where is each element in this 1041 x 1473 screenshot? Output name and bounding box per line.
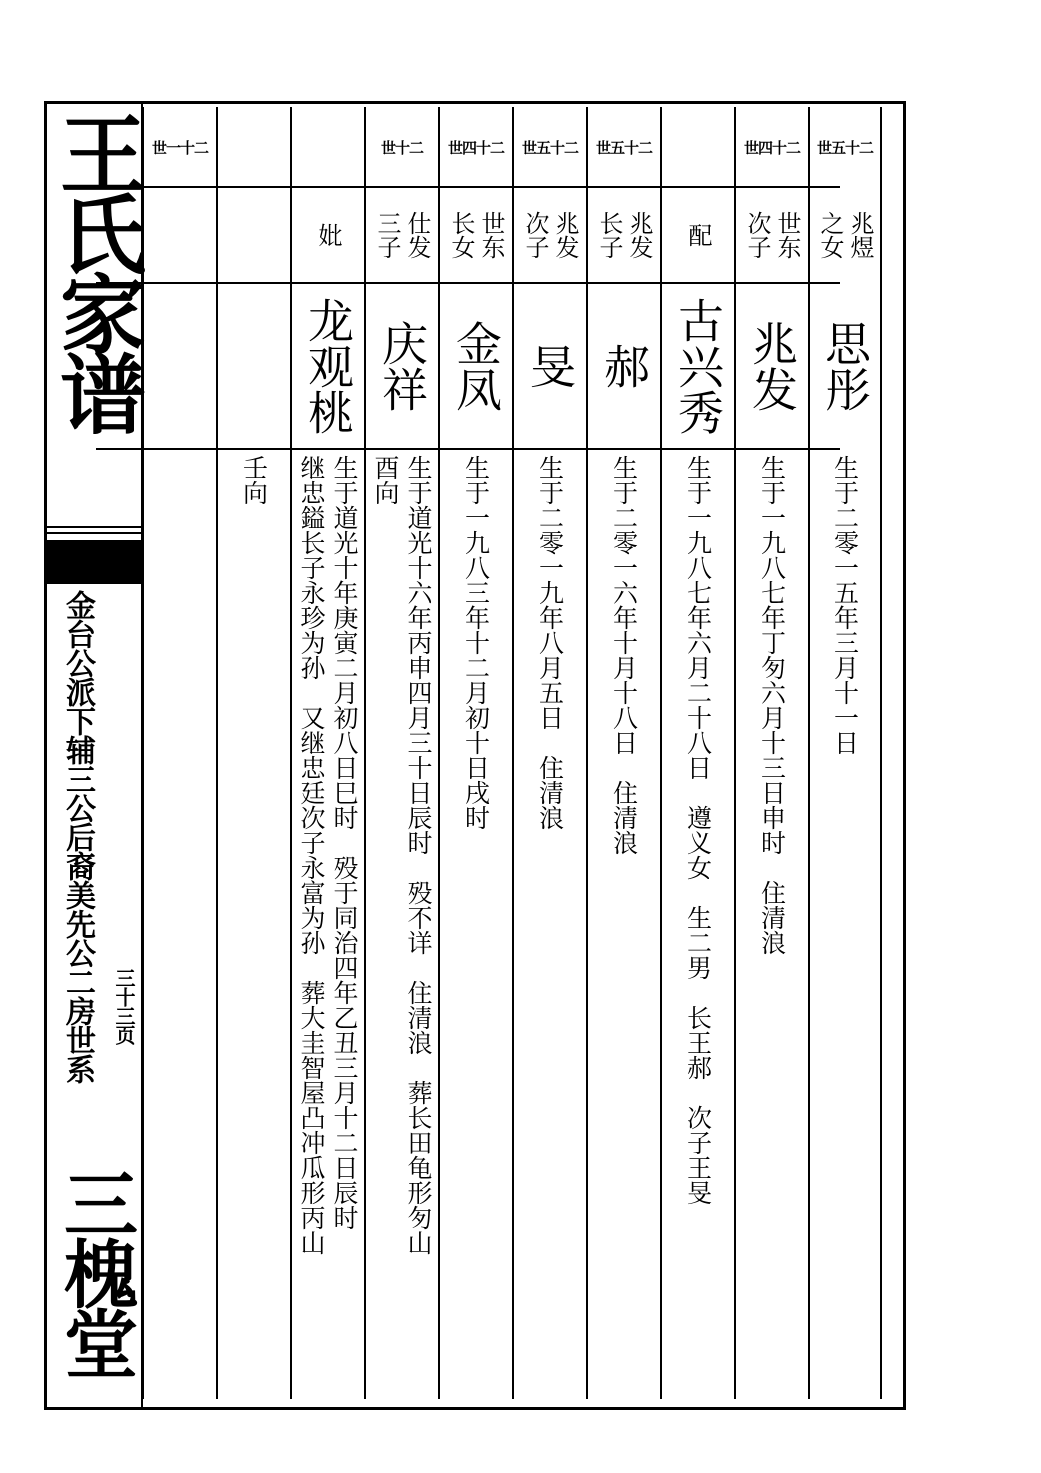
name-cell [366,283,438,449]
lineage-column [216,107,290,1399]
biography-text: 生于二零一五年三月十一日 [830,455,860,755]
biography-text: 生于道光十年庚寅二月初八日巳时 殁于同治四年乙丑三月十二日辰时 继忠鎰长子永珍为孙 又继忠廷次子永富为孙 葬大圭智屋凸冲瓜形丙山 [297,455,359,1255]
hall-name: 三槐堂 [52,1166,138,1376]
lineage-column [808,107,882,1399]
person-name: 旻 [523,343,577,389]
biography-text: 生于一九八三年十二月初十日戌时 [461,455,491,830]
name-cell [292,283,364,449]
generation-label: 世四十二 [447,138,504,157]
lineage-column [660,107,734,1399]
relation-cell [440,187,512,283]
person-name: 金凤 [449,320,503,412]
biography-text: 生于道光十六年丙申四月三十日辰时 殁不详 住清浪 葬长田龟形匇山 酉向 [371,455,433,1255]
biography-cell [810,455,880,1395]
person-name: 古兴秀 [671,297,725,435]
lineage-grid [142,107,884,1399]
relation-cell [366,187,438,283]
lineage-column [438,107,512,1399]
relation-text: 世东 次子 [743,211,801,259]
relation-cell [736,187,808,283]
relation-cell [514,187,586,283]
biography-cell [440,455,512,1395]
fish-tail-notch [67,540,123,580]
relation-text: 兆煜 之女 [816,211,874,259]
generation-label [292,107,364,187]
relation-cell [292,187,364,283]
person-name: 郝 [597,343,651,389]
name-cell [588,283,660,449]
biography-cell [218,455,290,1395]
biography-cell [514,455,586,1395]
biography-cell [736,455,808,1395]
name-cell [736,283,808,449]
biography-text: 生于二零一九年八月五日 住清浪 [535,455,565,830]
name-cell [440,283,512,449]
relation-cell [218,187,290,283]
biography-cell [144,455,216,1395]
biography-text: 生于一九八七年六月二十八日 遵义女 生二男 长王郝 次子王旻 [683,455,713,1205]
book-title: 王氏家谱 [45,110,146,430]
biography-cell [292,455,364,1395]
name-cell [218,283,290,449]
lineage-column [734,107,808,1399]
generation-label: 世四十二 [743,138,800,157]
generation-label: 世五十二 [521,138,578,157]
person-name: 龙观桃 [301,297,355,435]
biography-cell [662,455,734,1395]
relation-text: 兆发 次子 [521,211,579,259]
relation-cell [588,187,660,283]
person-name: 思彤 [818,320,872,412]
relation-text: 配 [684,223,712,247]
page-spine [45,104,146,1407]
lineage-column [512,107,586,1399]
name-cell [144,283,216,449]
generation-label: 世五十二 [595,138,652,157]
biography-text: 壬向 [239,455,269,505]
name-cell [514,283,586,449]
name-cell [810,283,880,449]
generation-label: 世一十二 [151,138,208,157]
lineage-column [142,107,216,1399]
relation-text: 仕发 三子 [373,211,431,259]
lineage-column [290,107,364,1399]
name-cell [662,283,734,449]
person-name: 庆祥 [375,320,429,412]
relation-cell [144,187,216,283]
relation-text: 妣 [314,223,342,247]
divider [47,532,143,534]
relation-cell [810,187,880,283]
relation-cell [662,187,734,283]
biography-cell [366,455,438,1395]
biography-text: 生于二零一六年十月十八日 住清浪 [609,455,639,855]
biography-cell [588,455,660,1395]
generation-label: 世十二 [380,138,423,157]
person-name: 兆发 [745,320,799,412]
generation-label [218,107,290,187]
lineage-column [364,107,438,1399]
page-number: 三十三页 [112,968,136,1044]
generation-label [662,107,734,187]
lineage-subtitle: 金台公派下辅三公后裔美先公二房世系 [60,590,95,1083]
biography-text: 生于一九八七年丁匇六月十三日申时 住清浪 [757,455,787,955]
divider [47,526,143,528]
lineage-column [586,107,660,1399]
generation-label: 世五十二 [816,138,873,157]
relation-text: 兆发 长子 [595,211,653,259]
relation-text: 世东 长女 [447,211,505,259]
